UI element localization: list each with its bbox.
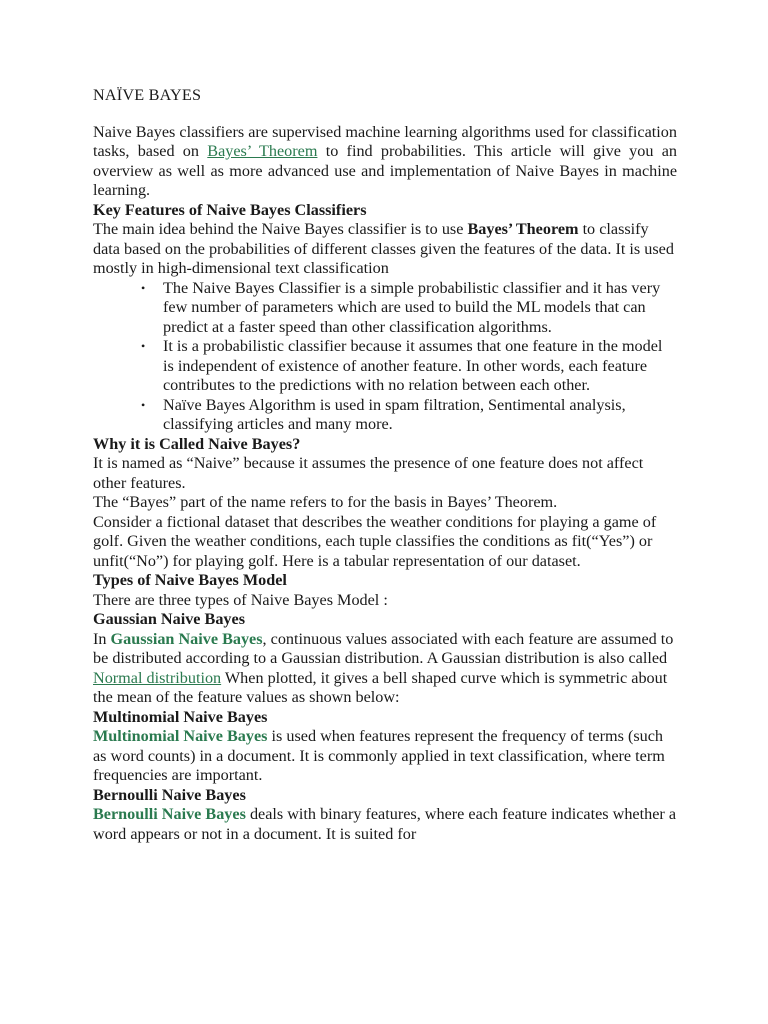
gaussian-prefix: In — [93, 629, 111, 648]
bernoulli-heading: Bernoulli Naive Bayes — [93, 785, 246, 804]
why-called-paragraph-2: The “Bayes” part of the name refers to for the basis in Bayes’ Theorem. — [93, 493, 558, 511]
why-called-heading: Why it is Called Naive Bayes? — [93, 434, 301, 453]
gaussian-paragraph — [93, 630, 677, 708]
multinomial-heading: Multinomial Naive Bayes — [93, 707, 268, 726]
key-features-text: The main idea behind the Naive Bayes classifier is to use — [93, 220, 468, 238]
bayes-theorem-link[interactable]: Bayes’ Theorem — [207, 142, 318, 160]
multinomial-text: is used when features represent the frequency of terms (such as word counts) in a document. It is commonly applied in text classification, where term frequencies are important. — [93, 727, 665, 784]
normal-distribution-link[interactable]: Normal distribution — [93, 668, 222, 687]
list-item: • The Naive Bayes Classifier is a simple probabilistic classifier and it has very few number of parameters which are used to build the ML models that can predict at a faster speed than other classification algorithms. — [163, 279, 677, 338]
dataset-paragraph: Consider a fictional dataset that describes the weather conditions for playing a game of golf. Given the weather conditions, each tuple classifies the conditions as fit(“Yes”) or unfit(“No”) for playing golf. Here is a tabular representation of our dataset. — [93, 512, 657, 570]
types-heading: Types of Naive Bayes Model — [93, 571, 287, 589]
intro-text-end: to find probabilities. This article will give you an overview as well as more advanced use and implementation of Naive Bayes in machine learning. — [93, 142, 678, 199]
gaussian-text: , continuous values associated with each feature are assumed to be distributed according to a Gaussian distribution. A Gaussian distribution is also called — [93, 629, 674, 667]
why-called-paragraph-1: It is named as “Naive” because it assumes the presence of one feature does not affect other features. — [93, 454, 644, 492]
key-features-text-end: to classify data based on the probabilities of different classes given the features of the data. It is used mostly in high-dimensional text classification — [93, 220, 674, 277]
document-title: NAÏVE BAYES — [93, 86, 202, 104]
bernoulli-paragraph — [93, 805, 677, 844]
intro-text: Naive Bayes classifiers are supervised machine learning algorithms used for classification tasks, based on — [93, 122, 677, 160]
bernoulli-text: deals with binary features, where each feature indicates whether a word appears or not in a document. It is suited for — [93, 805, 676, 843]
key-features-heading: Key Features of Naive Bayes Classifiers — [93, 200, 367, 219]
gaussian-highlight: Gaussian Naive Bayes — [110, 629, 263, 648]
document-page — [93, 86, 677, 844]
multinomial-highlight: Multinomial Naive Bayes — [93, 727, 272, 745]
intro-paragraph — [93, 123, 677, 201]
list-item: • It is a probabilistic classifier because it assumes that one feature in the model is independent of existence of another feature. In other words, each feature contributes to the predictions with no relation between each other. — [163, 337, 677, 396]
bernoulli-highlight: Bernoulli Naive Bayes — [93, 805, 246, 823]
key-features-paragraph — [93, 220, 677, 279]
types-intro: There are three types of Naive Bayes Model : — [93, 590, 388, 609]
gaussian-heading: Gaussian Naive Bayes — [93, 610, 246, 628]
multinomial-paragraph — [93, 727, 677, 786]
list-item: • Naïve Bayes Algorithm is used in spam filtration, Sentimental analysis, classifying articles and many more. — [163, 396, 677, 435]
gaussian-text-end: When plotted, it gives a bell shaped curve which is symmetric about the mean of the feature values as shown below: — [93, 668, 668, 706]
key-features-list — [93, 279, 677, 435]
bayes-theorem-bold: Bayes’ Theorem — [467, 220, 579, 238]
